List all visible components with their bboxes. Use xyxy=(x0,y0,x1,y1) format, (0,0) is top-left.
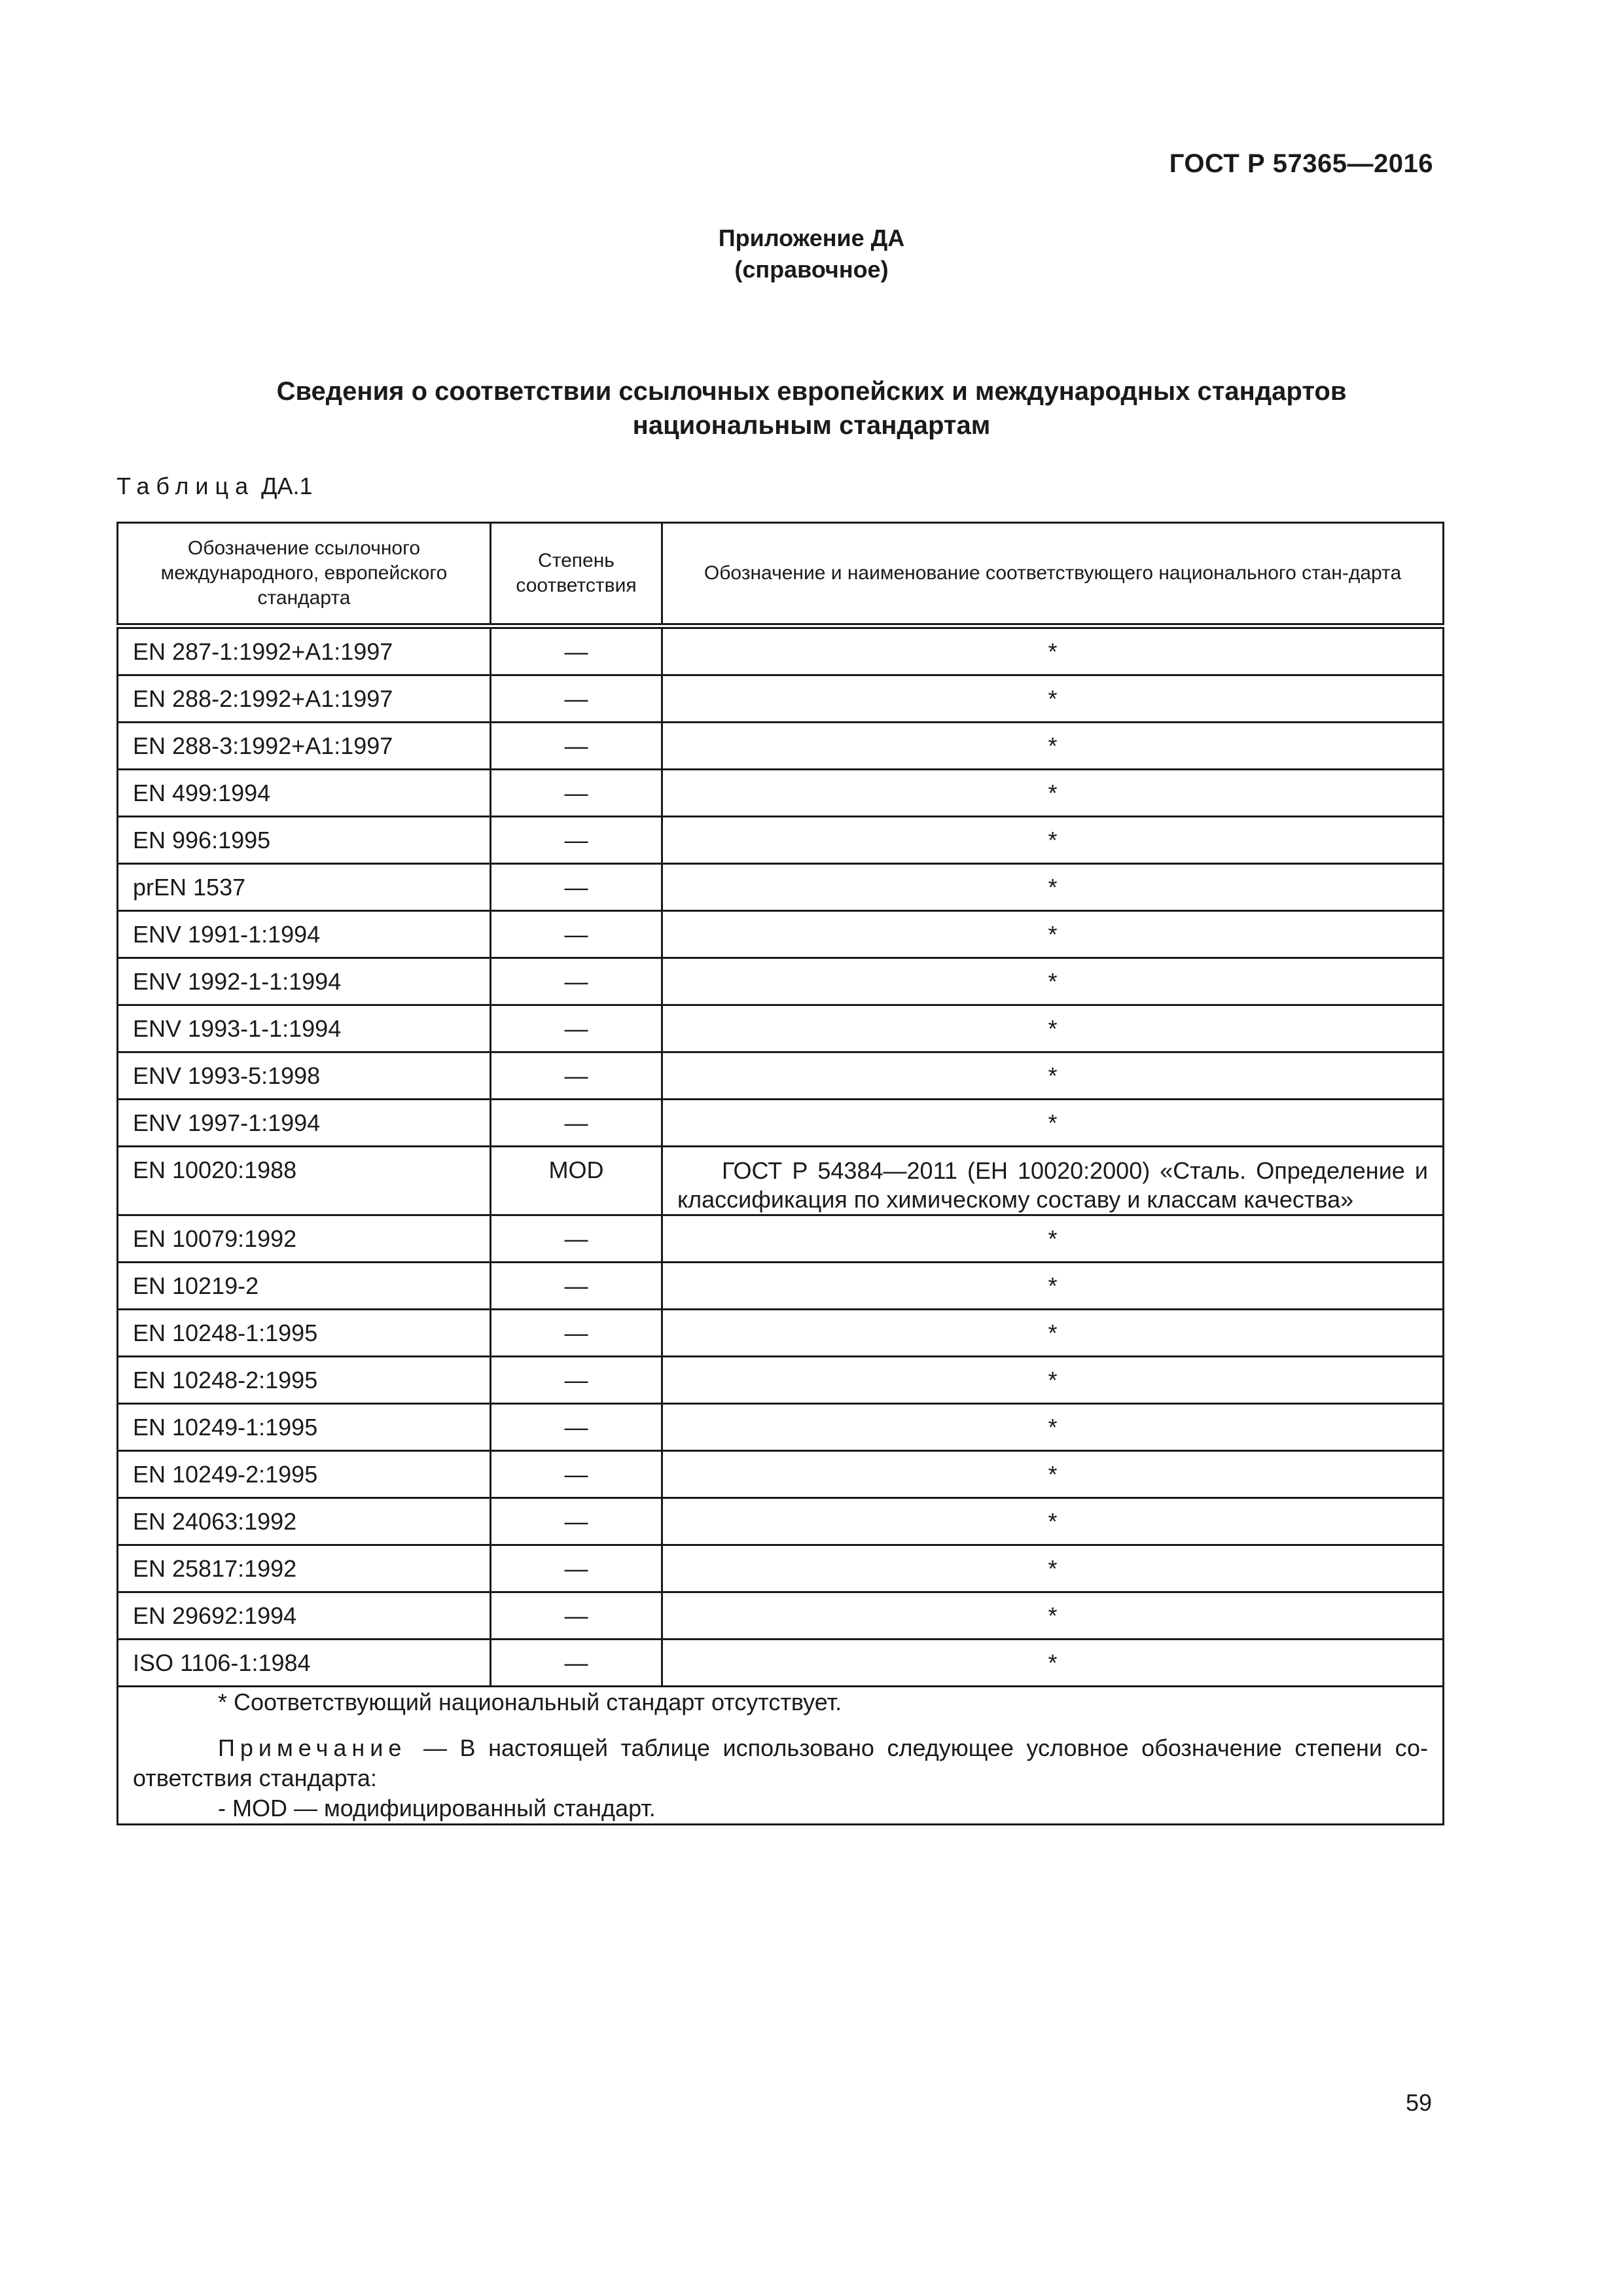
table-row xyxy=(118,817,1444,864)
cell-reference-standard: ENV 1992-1-1:1994 xyxy=(118,958,491,1005)
cell-degree: MOD xyxy=(491,1147,662,1215)
footnote: * Соответствующий национальный стандарт отсутствует. xyxy=(218,1689,842,1715)
cell-reference-standard: ISO 1106-1:1984 xyxy=(118,1640,491,1687)
table-row xyxy=(118,723,1444,770)
table-row xyxy=(118,1451,1444,1498)
table-row xyxy=(118,1100,1444,1147)
cell-national-standard: * xyxy=(662,1640,1444,1687)
cell-national-standard: * xyxy=(662,1215,1444,1263)
correspondence-table xyxy=(116,522,1444,1825)
cell-national-standard: * xyxy=(662,817,1444,864)
cell-national-standard: ГОСТ Р 54384—2011 (ЕН 10020:2000) «Сталь. Определение и классификация по химическому составу и классам качества» xyxy=(662,1147,1444,1215)
cell-degree: — xyxy=(491,958,662,1005)
cell-national-standard: * xyxy=(662,1592,1444,1640)
cell-national-standard: * xyxy=(662,1545,1444,1592)
table-header-row xyxy=(118,523,1444,626)
table-row xyxy=(118,1357,1444,1404)
cell-national-standard: * xyxy=(662,1263,1444,1310)
cell-national-standard: * xyxy=(662,1005,1444,1052)
cell-national-standard: * xyxy=(662,1357,1444,1404)
cell-national-standard: * xyxy=(662,864,1444,911)
cell-reference-standard: ENV 1993-5:1998 xyxy=(118,1052,491,1100)
document-title xyxy=(0,374,1623,442)
cell-degree: — xyxy=(491,626,662,675)
cell-degree: — xyxy=(491,1052,662,1100)
cell-degree: — xyxy=(491,723,662,770)
cell-national-standard: * xyxy=(662,723,1444,770)
cell-national-standard: * xyxy=(662,911,1444,958)
document-title-line-1: Сведения о соответствии ссылочных европейских и международных стандартов xyxy=(276,377,1347,406)
table-row xyxy=(118,1147,1444,1215)
cell-reference-standard: ENV 1993-1-1:1994 xyxy=(118,1005,491,1052)
cell-reference-standard: EN 10219-2 xyxy=(118,1263,491,1310)
cell-reference-standard: EN 10249-2:1995 xyxy=(118,1451,491,1498)
cell-degree: — xyxy=(491,1498,662,1545)
cell-reference-standard: prEN 1537 xyxy=(118,864,491,911)
cell-degree: — xyxy=(491,1545,662,1592)
cell-national-standard: * xyxy=(662,626,1444,675)
cell-national-standard: * xyxy=(662,1310,1444,1357)
table-footer xyxy=(118,1687,1444,1825)
cell-degree: — xyxy=(491,817,662,864)
table-row xyxy=(118,675,1444,723)
cell-degree: — xyxy=(491,1357,662,1404)
cell-reference-standard: EN 10079:1992 xyxy=(118,1215,491,1263)
note-text: — В настоящей таблице использовано следующее условное обозначение степени со-ответствия стандарта: xyxy=(133,1734,1428,1791)
table-row xyxy=(118,1263,1444,1310)
annex-heading xyxy=(0,223,1623,285)
cell-reference-standard: EN 10249-1:1995 xyxy=(118,1404,491,1451)
table-row xyxy=(118,1498,1444,1545)
note-label: Примечание xyxy=(218,1734,407,1761)
table-row xyxy=(118,626,1444,675)
header-national-standard: Обозначение и наименование соответствующего национального стан-дарта xyxy=(662,523,1444,626)
cell-reference-standard: ENV 1997-1:1994 xyxy=(118,1100,491,1147)
cell-degree: — xyxy=(491,1005,662,1052)
cell-degree: — xyxy=(491,1310,662,1357)
cell-national-standard: * xyxy=(662,1052,1444,1100)
table-caption xyxy=(116,473,313,500)
cell-national-standard: * xyxy=(662,1498,1444,1545)
cell-degree: — xyxy=(491,911,662,958)
table-row xyxy=(118,1005,1444,1052)
table-row xyxy=(118,1404,1444,1451)
table-row xyxy=(118,1592,1444,1640)
annex-title: Приложение ДА xyxy=(718,224,905,251)
header-reference-standard: Обозначение ссылочного международного, европейского стандарта xyxy=(118,523,491,626)
table-row xyxy=(118,1545,1444,1592)
table-footer-row xyxy=(118,1687,1444,1825)
cell-degree: — xyxy=(491,864,662,911)
cell-degree: — xyxy=(491,1592,662,1640)
cell-reference-standard: EN 288-2:1992+A1:1997 xyxy=(118,675,491,723)
header-degree: Степень соответствия xyxy=(491,523,662,626)
table-caption-word: Таблица xyxy=(116,473,255,499)
cell-national-standard: * xyxy=(662,1404,1444,1451)
cell-national-standard: * xyxy=(662,1100,1444,1147)
cell-reference-standard: EN 25817:1992 xyxy=(118,1545,491,1592)
cell-reference-standard: EN 288-3:1992+A1:1997 xyxy=(118,723,491,770)
cell-reference-standard: EN 10020:1988 xyxy=(118,1147,491,1215)
note-legend: - MOD — модифицированный стандарт. xyxy=(218,1795,656,1821)
table-row xyxy=(118,770,1444,817)
cell-degree: — xyxy=(491,1263,662,1310)
cell-reference-standard: ENV 1991-1:1994 xyxy=(118,911,491,958)
table-row xyxy=(118,1052,1444,1100)
cell-degree: — xyxy=(491,1640,662,1687)
table-row xyxy=(118,864,1444,911)
cell-degree: — xyxy=(491,1100,662,1147)
cell-national-standard: * xyxy=(662,958,1444,1005)
cell-reference-standard: EN 499:1994 xyxy=(118,770,491,817)
standard-number: ГОСТ Р 57365—2016 xyxy=(1169,149,1433,178)
cell-national-standard: * xyxy=(662,1451,1444,1498)
cell-reference-standard: EN 10248-2:1995 xyxy=(118,1357,491,1404)
cell-national-standard: * xyxy=(662,675,1444,723)
cell-degree: — xyxy=(491,1215,662,1263)
cell-reference-standard: EN 29692:1994 xyxy=(118,1592,491,1640)
document-title-line-2: национальным стандартам xyxy=(632,411,991,440)
cell-degree: — xyxy=(491,675,662,723)
cell-reference-standard: EN 10248-1:1995 xyxy=(118,1310,491,1357)
cell-national-standard: * xyxy=(662,770,1444,817)
note xyxy=(133,1733,1428,1793)
cell-degree: — xyxy=(491,1404,662,1451)
page-number: 59 xyxy=(1405,2089,1432,2116)
cell-reference-standard: EN 24063:1992 xyxy=(118,1498,491,1545)
annex-type: (справочное) xyxy=(734,256,889,283)
cell-degree: — xyxy=(491,1451,662,1498)
table-row xyxy=(118,1310,1444,1357)
table-row xyxy=(118,911,1444,958)
table-row xyxy=(118,958,1444,1005)
table-row xyxy=(118,1215,1444,1263)
cell-degree: — xyxy=(491,770,662,817)
cell-reference-standard: EN 996:1995 xyxy=(118,817,491,864)
table-row xyxy=(118,1640,1444,1687)
table-caption-number: ДА.1 xyxy=(261,473,313,499)
cell-reference-standard: EN 287-1:1992+A1:1997 xyxy=(118,626,491,675)
